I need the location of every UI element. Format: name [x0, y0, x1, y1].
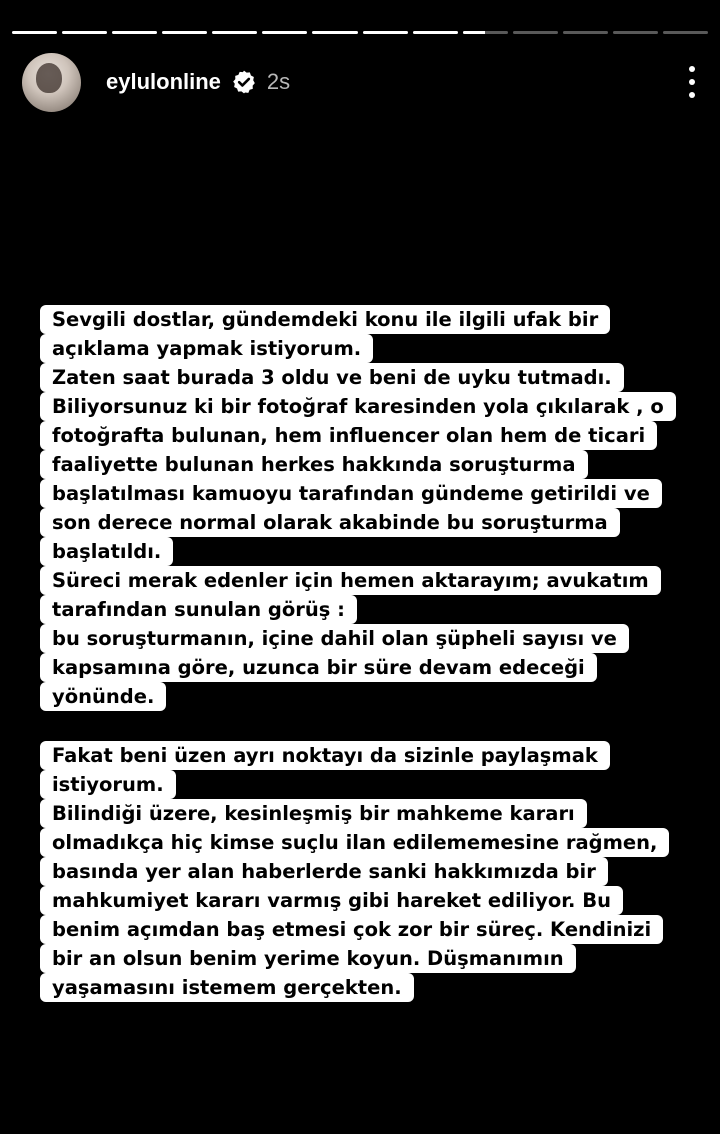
story-text-line: yaşamasını istemem gerçekten.: [40, 973, 414, 1002]
story-text-line: yönünde.: [40, 682, 166, 711]
progress-segment: [262, 31, 307, 34]
progress-segment: [112, 31, 157, 34]
story-text-line: basında yer alan haberlerde sanki hakkımızda bir: [40, 857, 608, 886]
verified-badge-icon: [231, 69, 257, 95]
story-header: [22, 52, 698, 112]
story-text-line: fotoğrafta bulunan, hem influencer olan hem de ticari: [40, 421, 657, 450]
story-text-line: başlatılması kamuoyu tarafından gündeme getirildi ve: [40, 479, 662, 508]
story-text-line: Biliyorsunuz ki bir fotoğraf karesinden yola çıkılarak , o: [40, 392, 676, 421]
story-text-line: açıklama yapmak istiyorum.: [40, 334, 373, 363]
progress-segment: [312, 31, 357, 34]
avatar[interactable]: [22, 53, 81, 112]
progress-segment: [563, 31, 608, 34]
progress-segment: [212, 31, 257, 34]
story-text-line: olmadıkça hiç kimse suçlu ilan edilememesine rağmen,: [40, 828, 669, 857]
story-text-line: Zaten saat burada 3 oldu ve beni de uyku tutmadı.: [40, 363, 624, 392]
story-text-line: bir an olsun benim yerime koyun. Düşmanımın: [40, 944, 576, 973]
story-text-line: başlatıldı.: [40, 537, 173, 566]
progress-segment: [613, 31, 658, 34]
story-text-line: Fakat beni üzen ayrı noktayı da sizinle paylaşmak: [40, 741, 610, 770]
progress-segment: [363, 31, 408, 34]
story-text-line: son derece normal olarak akabinde bu soruşturma: [40, 508, 620, 537]
username[interactable]: eylulonline: [106, 69, 221, 94]
story-text-line: tarafından sunulan görüş :: [40, 595, 357, 624]
story-text-line: bu soruşturmanın, içine dahil olan şüpheli sayısı ve: [40, 624, 629, 653]
story-text-block-1: [40, 305, 700, 711]
story-text-line: Bilindiği üzere, kesinleşmiş bir mahkeme kararı: [40, 799, 587, 828]
story-text-line: Sevgili dostlar, gündemdeki konu ile ilgili ufak bir: [40, 305, 610, 334]
story-text-line: istiyorum.: [40, 770, 176, 799]
story-text-line: mahkumiyet kararı varmış gibi hareket ediliyor. Bu: [40, 886, 623, 915]
progress-segment: [12, 31, 57, 34]
story-text-line: Süreci merak edenler için hemen aktarayım; avukatım: [40, 566, 661, 595]
story-text-block-2: [40, 741, 700, 1002]
progress-segment: [162, 31, 207, 34]
progress-segment: [513, 31, 558, 34]
story-text-line: faaliyette bulunan herkes hakkında soruşturma: [40, 450, 588, 479]
story-text-line: kapsamına göre, uzunca bir süre devam edeceği: [40, 653, 597, 682]
more-vertical-icon[interactable]: [686, 66, 698, 98]
progress-segment: [413, 31, 458, 34]
post-timestamp: 2s: [266, 69, 291, 94]
progress-segment: [62, 31, 107, 34]
progress-segment: [663, 31, 708, 34]
story-progress-bar: [12, 31, 708, 34]
progress-segment: [463, 31, 508, 34]
story-text-line: benim açımdan baş etmesi çok zor bir süreç. Kendinizi: [40, 915, 663, 944]
